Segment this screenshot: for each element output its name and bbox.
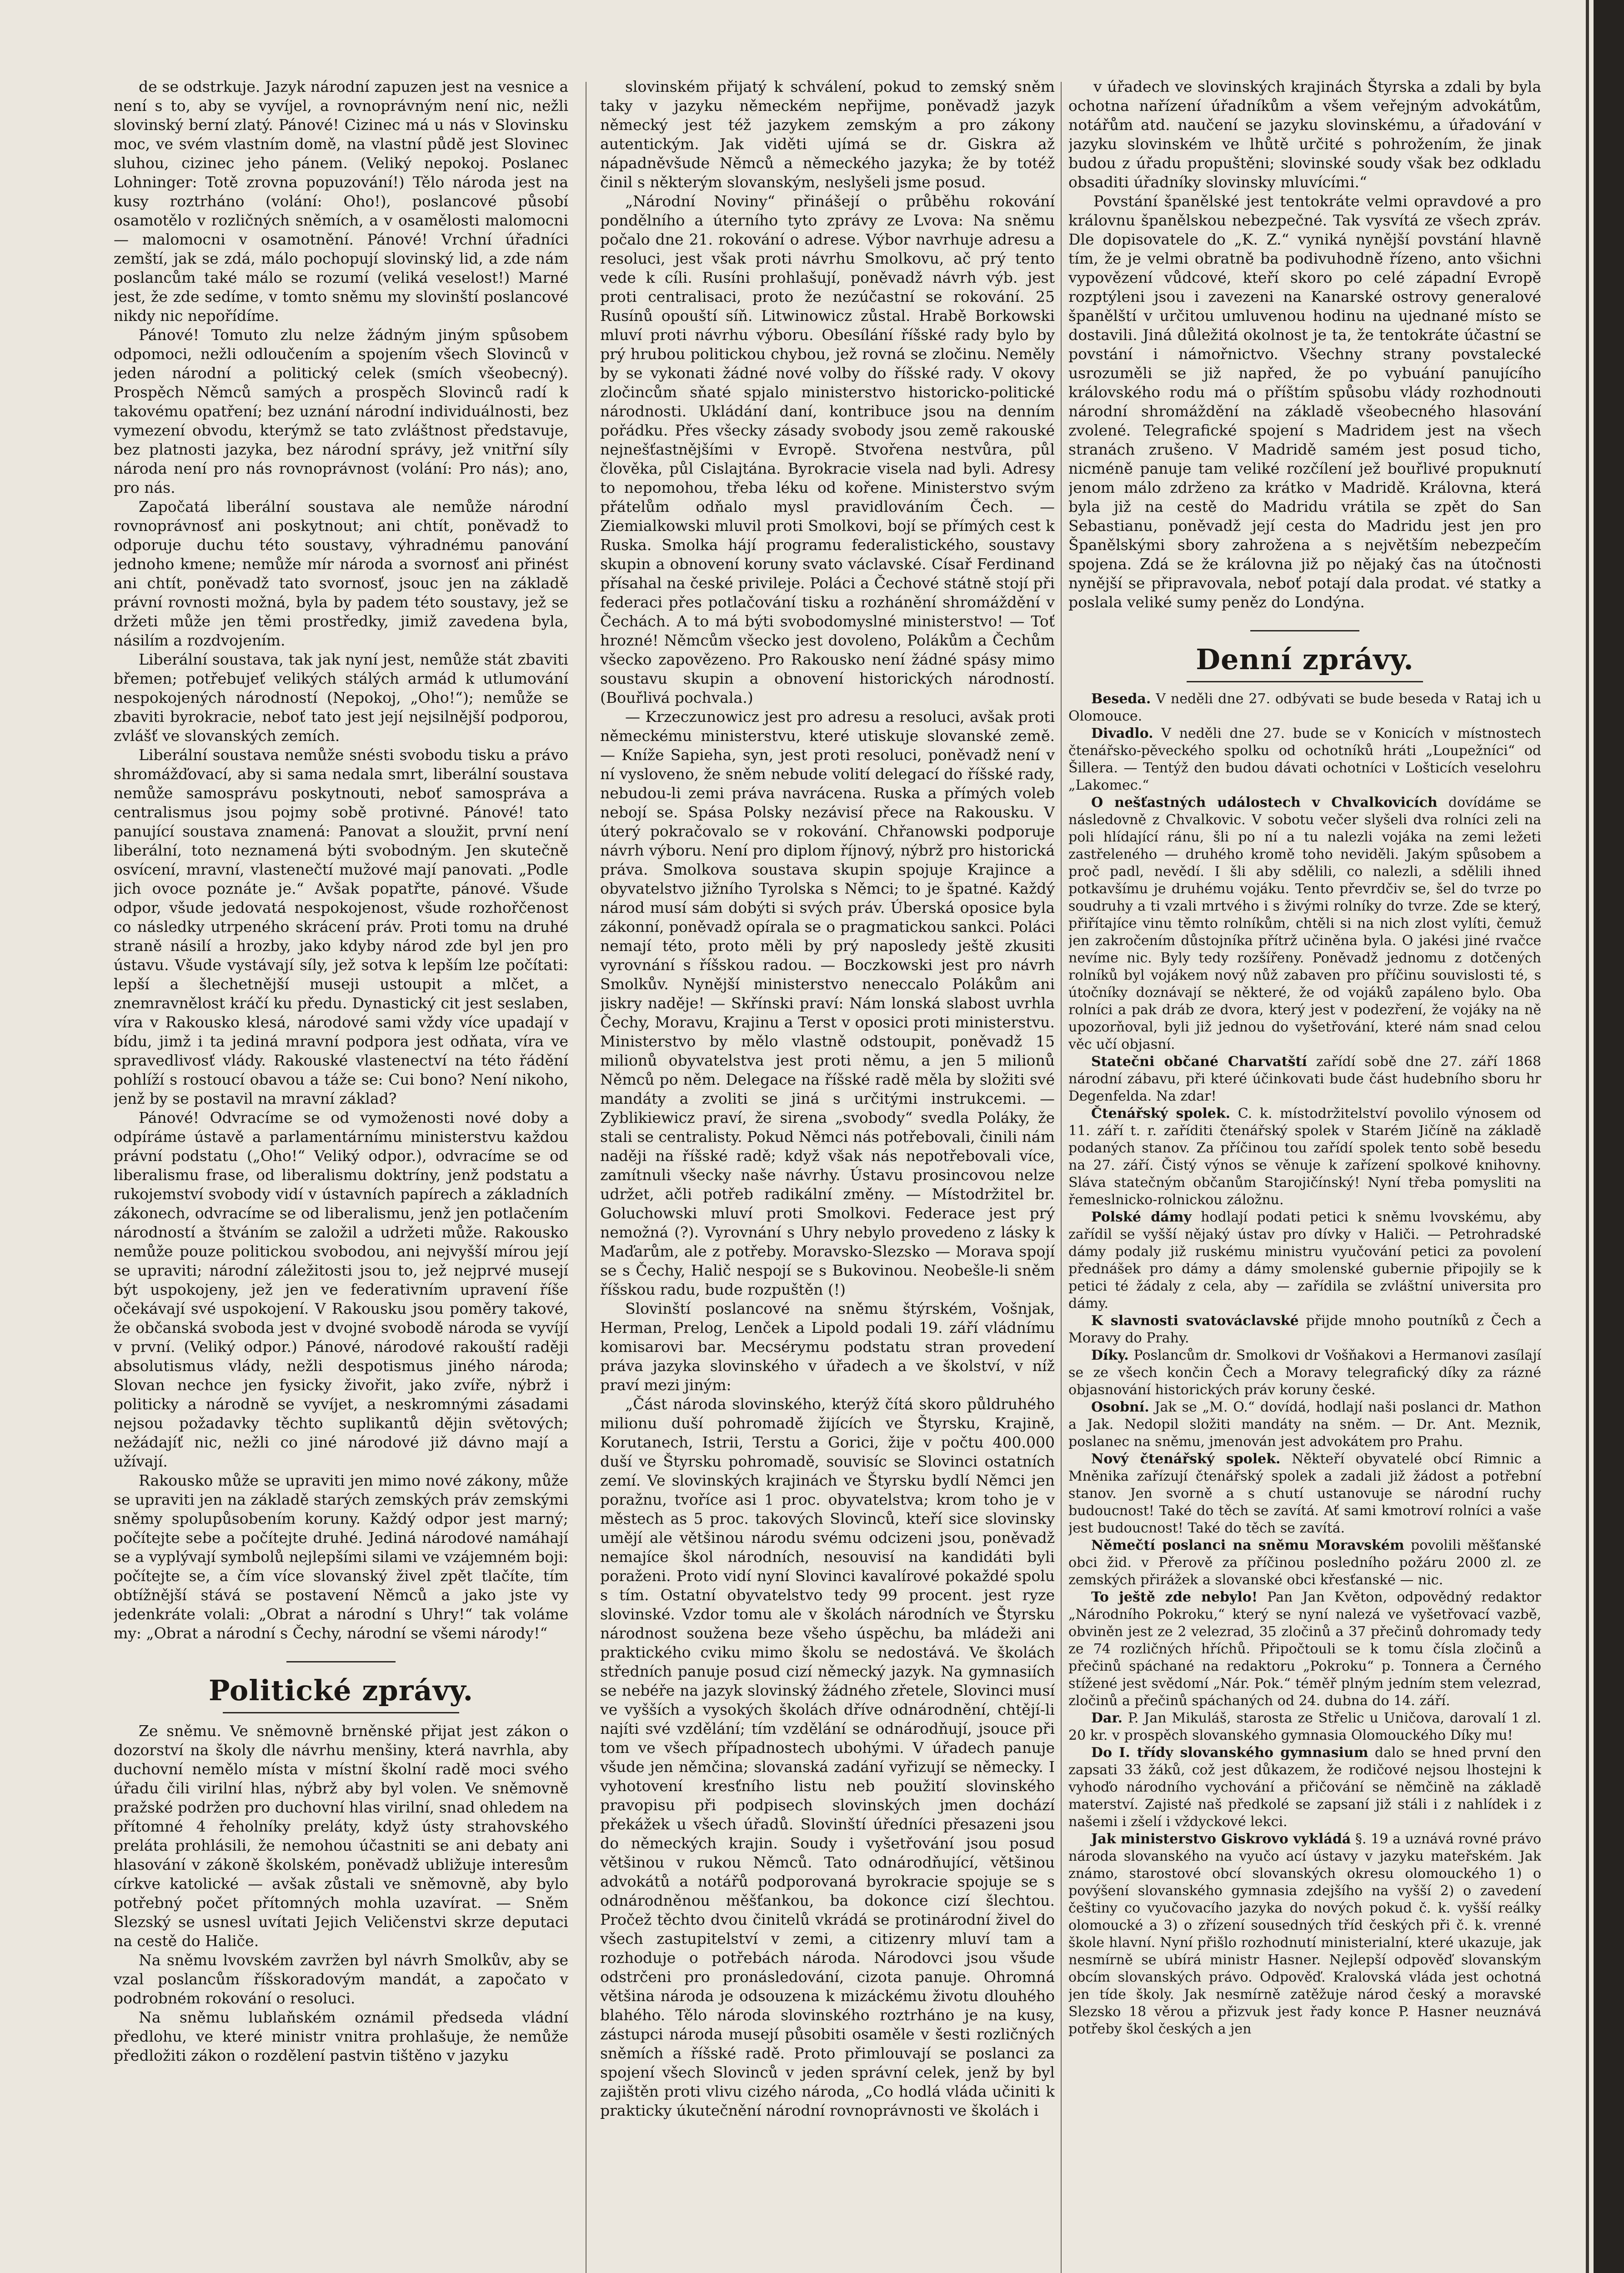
column-rule-2 — [1061, 82, 1062, 2273]
news-item-text: V neděli dne 27. bude se v Konicích v místnostech čtenářsko-pěveckého spolku od ochotníků hráti „Loupežníci“ od Šillera. — Tentýž den budou dávati ochotníci v Lošticích veselohru „Lakomec.“ — [1068, 726, 1541, 793]
news-item-head: Statečni občané Charvatští — [1091, 1054, 1307, 1070]
news-item-head: Osobní. — [1091, 1399, 1149, 1415]
column2-paragraph: Slovinští poslancové na sněmu štýrském, Vošnjak, Herman, Prelog, Lenček a Lipold podali 19. září vládnímu komisarovi bar. Mecsérymu podstatu stran provedení práva jazyka slovinského v úřadech a ve školství, v níž praví mezi jiným: — [600, 1300, 1055, 1394]
column-1 — [114, 77, 568, 2273]
page-dark-edge — [1594, 0, 1624, 2273]
news-list — [1068, 691, 1541, 2038]
column2-paragraph: slovinském přijatý k schválení, pokud to zemský sněm taky v jazyku německém nepřijme, poněvadž jazyk německý jest též jazykem zemským a pro zákony autentickým. Jak viděti ujímá se dr. Giskra až nápadněvšude Němců a německého jazyka; že by totéž činil s některým slovanským, neslyšeli jsme posud. — [600, 78, 1055, 191]
news-item-text: Někteří obyvatelé obcí Rimnic a Mněnika zařízují čtenářský spolek a zadali již žádost a potřební stanov. Jen svorně a s chutí ustanovuje se národní ruchy budoucnost! Také do těch se zavítá. Ať sami kmotroví rolníci a vaše jest budoucnost! Také do těch se zavítá. — [1068, 1451, 1541, 1536]
news-item-text: Jak se „M. O.“ dovídá, hodlají naši poslanci dr. Mathon a Jak. Nedopil složiti mandáty na sněm. — Dr. Ant. Meznik, poslanec na sněmu, jmenován jest advokátem pro Prahu. — [1068, 1399, 1541, 1450]
news-item-text: P. Jan Mikuláš, starosta ze Střelic u Uničova, darovalí 1 zl. 20 kr. v prospěch slovanského gymnasia Olomouckého Díky mu! — [1068, 1710, 1541, 1743]
politics-paragraph: Na sněmu lvovském zavržen byl návrh Smolkův, aby se vzal poslancům říšskoradovým mandát, a započato v podrobném rokování o resoluci. — [114, 1951, 568, 2007]
news-item — [1068, 1105, 1541, 1209]
news-item — [1068, 1589, 1541, 1710]
news-item — [1068, 1399, 1541, 1451]
politics-paragraph: Na sněmu lublaňském oznámil předseda vládní předlohu, ve které ministr vnitra prohlašuje, že nemůže předložiti zákon o rozdělení pastvin tištěno v jazyku — [114, 2008, 568, 2064]
section-title-underline — [223, 1712, 459, 1713]
column1-paragraph: Započatá liberální soustava ale nemůže národní rovnoprávnosť ani poskytnout; ani chtít, poněvadž to odporuje duchu této soustavy, výhradnému panování jednoho kmene; nemůže mír národa a svornosť ani přinést ani chtít, poněvadž tato svornosť, jsouc jen na základě právní rovnosti možná, byla by padem této soustavy, jež se držeti může jen těmi prostředky, jimiž zavedena byla, násilím a rozdvojením. — [114, 498, 568, 649]
news-item-head: Polské dámy — [1091, 1209, 1192, 1225]
news-item-head: Němečtí poslanci na sněmu Moravském — [1091, 1537, 1404, 1553]
section-divider — [1068, 620, 1541, 639]
news-item-head: Čtenářský spolek. — [1091, 1106, 1231, 1121]
section-title-text: Denní zprávy. — [1196, 643, 1414, 676]
news-item — [1068, 1451, 1541, 1537]
news-item-head: To ještě zde nebylo! — [1091, 1589, 1258, 1605]
column-2 — [600, 77, 1055, 2273]
column1-paragraph: Rakousko může se upraviti jen mimo nové zákony, může se upraviti jen na základě starých zemských práv zemskými sněmy spolupůsobením koruny. Každý odpor jest marný; počítejte sebe a počítejte druhé. Jediná národové namáhají se a vyplývají symbolů nejlepšími silami ve vzájemném boji: počítejte se, a čím více slovanský živel zpět tlačíte, tím obtížnější stává se postavení Němců a jako jste vy jedenkráte volali: „Obrat a národní s Uhry!“ tak voláme my: „Obrat a národní s Čechy, národní se všemi národy!“ — [114, 1472, 568, 1642]
page-fold-shadow — [1586, 0, 1589, 2273]
column1-paragraph: Pánové! Odvracíme se od vymoženosti nové doby a odpíráme ústavě a parlamentárnímu ministerstvu každou právní podstatu („Oho!“ Veliký odpor.), odvracíme se od liberalismu frase, od liberalismu doktríny, jenž podstatu a rukojemství svobody vidí v ústavních papírech a základních zákonech, odvracíme se od liberalismu, jenž jen potlačením národností a štváním se založil a udržeti může. Rakousko nemůže pouze politickou svobodou, ani nejvyšší mírou její se upraviti; národní záležitosti jsou to, jež nejprvé musejí být uspokojeny, jež jen ve federativním upravení říše očekávají své uspokojení. V Rakousku jsou poměry takové, že občanská svoboda jest v dvojné svobodě národa se vyvíjí v první. (Veliký odpor.) Pánové, národové rakouští raději absolutismus vlády, nežli despotismus jiného národa; Slovan nechce jen fysicky živořit, jako zvíře, nýbrž i politicky a národně se vyvíjet, a neskromnými zásadami nejsou požadavky těchto suplikantů dějin světových; nežádajíť nic, nežli co jiné národové již dávno mají a užívají. — [114, 1109, 568, 1470]
column2-paragraph: „Národní Noviny“ přinášejí o průběhu rokování pondělního a úterního tyto zprávy ze Lvova: Na sněmu počalo dne 21. rokování o adrese. Výbor navrhuje adresu a resoluci, jest však proti návrhu Smolkovu, ač prý tento vede k cíli. Rusíni prohlašují, poněvadž návrh výb. jest proti centralisaci, proto že nezúčastní se rokování. 25 Rusínů opouští síň. Litwinowicz zůstal. Hrabě Borkowski mluví proti návrhu výboru. Obesílání říšské rady bylo by prý hrubou politickou chybou, jež rovná se zločinu. Neměly by se vykonati žádné nové volby do říšské rady. V okovy zločincům sňaté spjalo ministerstvo historicko-politické národnosti. Ukládání daní, kontribuce jsou na denním pořádku. Přes všecky zásady svobody jsou země rakouské nejnešťastnějšími v Evropě. Stvořena nestvůra, půl člověka, půl Cislajtána. Byrokracie visela nad byli. Adresy to nepomohou, třeba léku od kořene. Ministerstvo svým přátelům odňalo mysl pravidlováním Čech. — Ziemialkowski mluvil proti Smolkovi, bojí se přímých cest k Ruska. Smolka hájí programu federalistického, soustavy skupin a obnovení koruny svato václavské. Císař Ferdinand přísahal na české privileje. Poláci a Čechové státně stojí při federaci přes potlačování tisku a rozhánění shromáždění v Čechách. A to má býti svobodomyslné ministerstvo! — Toť hrozné! Němcům všecko jest dovoleno, Polákům a Čechům všecko zapovězeno. Pro Rakousko není žádné spásy mimo soustavu skupin a obnovení historických národností. (Bouřlivá pochvala.) — [600, 192, 1055, 706]
news-item-head: Dar. — [1091, 1710, 1123, 1726]
news-item-head: K slavnosti svatováclavské — [1091, 1313, 1299, 1329]
news-item — [1068, 1312, 1541, 1347]
column1-paragraph: Pánové! Tomuto zlu nelze žádným jiným spůsobem odpomoci, nežli odloučením a spojením všech Slovinců v jeden národní a politický celek (smích všeobecný). Prospěch Němců samých a prospěch Slovinců radí k takovému opatření; bez uznání národní individuálnosti, bez vymezení obvodu, kterýmž se tato zvláštnost představuje, bez platnosti jazyka, bez národní správy, jež vnitřní síly národa není pro nás rovnoprávnost (volání: Pro nás); ano, pro nás. — [114, 326, 568, 496]
news-item-text: hodlají podati petici k sněmu lvovskému, aby zařídil se vyšší nějaký ústav pro dívky v Haliči. — Petrohradské dámy podaly již ruskému ministru vyučování petici za povolení přednášek pro dámy a dámy smolenské gubernie připojily se k petici té žádaly z cela, aby — zařídila se zvláštní universita pro dámy. — [1068, 1209, 1541, 1312]
news-item-head: Divadlo. — [1091, 726, 1153, 741]
column1-paragraph: Liberální soustava nemůže snésti svobodu tisku a právo shromážďovací, aby si sama nedala smrt, liberální soustava nemůže samosprávu poskytnouti, neboť samospráva a centralismus jsou pojmy sobě protivné. Pánové! tato panující soustava znamená: Panovat a sloužit, první není liberální, toto neznamená býti svobodným. Jen skutečně osvícení, mravní, vlastenečtí mužové mají panovati. „Podle jich ovoce poznáte je.“ Avšak popatřte, pánové. Všude odpor, všude jedovatá nespokojenost, všude rozhořčenost co následky utrpeného skrácení práv. Proti tomu na druhé straně násilí a hrozby, jako kdyby národ zde byl jen pro ústavu. Všude vystávají síly, jež sotva k lepším lze počítati: lepší a šlechetnější museji ustoupit a mlčet, a znemravnělost kráčí ku předu. Dynastický cit jest seslaben, víra v Rakousko klesá, národové sami vždy více upadají v bídu, jimž i ta jediná mravní podpora jest odňata, víra ve spravedlivosť vlády. Rakouské vlastenectví na této řádění pohlíží s rostoucí obavou a táže se: Cui bono? Není nikoho, jenž by se postavil na mravní základ? — [114, 746, 568, 1107]
news-item-head: Díky. — [1091, 1347, 1129, 1363]
column3-paragraph: v úřadech ve slovinských krajinách Štyrska a zdali by byla ochotna nařízení úřadníkům a všem veřejným advokátům, notářům atd. naučení se jazyku slovinskému, a úřadování v jazyku slovinském ve lhůtě určité s pohrožením, že jinak budou z úřadu propuštěni; slovinské soudy však bez odkladu obsaditi úřadníky slovinsky mluvícími.“ — [1068, 78, 1541, 191]
news-item-text: dovídáme se následovně z Chvalkovic. V sobotu večer slyšeli dva rolníci zeli na poli hlídající ránu, šli po ní a tu nalezli vojáka na zemi ležeti zastřeleného — druhého kromě toho neviděli. Jakým spůsobem a proč padl, nevědí. I šli aby sdělili, co nalezli, a sdělili ihned potkavšímu je druhému vojáku. Tento převrdčiv se, šel do tvrze po soudruhy a ti vzali mrtvého i s živými rolníky do tvrze. Zde se který, přiřítajíce vinu těmto rolníkům, chtěli si na nich zlost vylíti, čemuž jen zakročením důstojníka přítrž učiněna byla. O jakési jiné rvačce nevíme nic. Byly tedy rozšířeny. Poněvadž jednomu z dotčených rolníků byl vojákem nový nůž zabaven pro příčinu souvislosti té, s útočníky doznávají se některé, že od vojáků zapáleno bylo. Oba rolníci a pak dráb ze dvora, který jest v podezření, že vojáky na ně upozorňoval, byli již jednou do vyšetřování, které nám snad celou věc učí objasní. — [1068, 795, 1541, 1052]
column2-paragraph: „Část národa slovinského, kterýž čítá skoro půldruhého milionu duší pohromadě žijících ve Štyrsku, Krajině, Korutanech, Istrii, Terstu a Gorici, žije v počtu 400.000 duší ve Štyrsku pohromadě, souvisíc se Slovinci ostatních zemí. Ve slovinských krajinách ve Štyrsku bydlí Němci jen poražnu, tvoříce asi 1 proc. obyvatelstva; krom toho je v městech as 5 proc. takových Slovinců, kteří sice slovinsky umějí ale většinou národu svému odcizeni jsou, poněvadž nemajíce škol národních, nesouvisí na kandidáti byli poraženi. Proto vidí nyní Slovinci kavalírové pokaždé spolu s tím. Ostatní obyvatelstvo tedy 99 procent. jest ryze slovinské. Vzdor tomu ale v školách národních ve Štyrsku národnost soužena beze všeho úspěchu, ba mládeži ani praktického cviku mimo školu se nedostává. Ve školách středních panuje posud cizí německý jazyk. Na gymnasiích se nebéře na jazyk slovinský žádného zřetele, Slovinci musí ve vyšších a vysokých školách dříve odnárodnění, chtějí-li najíti své vzdělání; tím vzdělání se odnárodňují, jsouce při tom ve všech případnostech ubohými. V úřadech panuje všude jen němčina; slovanská zadání vyřizují se německy. I vyhotovení kresťního listu neb použití slovinského pravopisu při podpisech slovinských jmen dochází překážek u všech úřadů. Slovinští úředníci přesazeni jsou do německých krajin. Soudy i vyšetřování jsou posud většinou v rukou Němců. Tato odnárodňující, většinou advokátů a notářů podporovaná byrokracie spojuje se s odnárodněnou měšťankou, ba dokonce cizí šlechtou. Pročež těchto dvou činitelů vkrádá se protinárodní živel do všech zastupitelství v zemi, a citizenry mluví tam a rozhoduje o potřebách národa. Národovci jsou všude odstrčeni pro pronásledování, cizota panuje. Ohromná většina národa je odsouzena k mizáckému životu dlouhého blahého. Tělo národa slovinského roztrháno je na kusy, zástupci národa musejí působiti osaměle v šesti rozličných sněmích a říšské radě. Proto přimlouvají se poslanci za spojení všech Slovinců v jeden správní celek, jenž by byl zajištěn proti vlivu cizého národa, „Co hodlá vláda učiniti k prakticky úkutečnění národní rovnoprávnosti ve školách i — [600, 1395, 1055, 2119]
column1-paragraph: Liberální soustava, tak jak nyní jest, nemůže stát zbaviti břemen; potřebujeť velikých stálých armád k utlumování nespokojených národností (Nepokoj, „Oho!“); nemůže se zbaviti byrokracie, neboť tato jest její nejsilnější podporou, zvlášť ve slovanských zemích. — [114, 651, 568, 745]
news-item-head: Nový čtenářský spolek. — [1091, 1451, 1281, 1467]
news-item-text: povolili měšťanské obci žid. v Přerově za příčinou posledního požáru 2000 zl. ze zemských přirážek a slovanské obci křesťanské — nic. — [1068, 1537, 1541, 1588]
news-item-head: Jak ministerstvo Giskrovo vykládá — [1091, 1831, 1351, 1847]
news-item-text: C. k. místodržitelství povolilo výnosem od 11. září t. r. zaříditi čtenářský spolek v Starém Jičíně na základě podaných stanov. Za příčinou tou zařídí spolek tento sobě besedu na 27. září. Čistý výnos se věnuje k zařízení spolkové knihovny. Sláva statečným občanům Starojičínský! Nyní třeba pomysliti na řemeslnicko-rolnickou záložnu. — [1068, 1106, 1541, 1208]
news-item — [1068, 691, 1541, 725]
section-divider — [114, 1651, 568, 1670]
column-3 — [1068, 77, 1541, 2273]
column2-paragraph: — Krzeczunowicz jest pro adresu a resoluci, avšak proti německému ministerstvu, které utiskuje slovanské země. — Kníže Sapieha, syn, jest proti resoluci, poněvadž není v ní vysloveno, že sněm nebude volití delegací do říšské rady, nebudou-li zemi práva navrácena. Ruska a přímých voleb nebojí se. Spása Polsky nezávisí přece na Rakousku. V úterý pokračovalo se v rokování. Chřanowski podporuje návrh výboru. Není pro diplom říjnový, nýbrž pro historická práva. Smolkova soustava skupin spojuje Krajince a obyvatelstvo jižního Tyrolska s Němci; to je špatné. Každý národ musí sám dobýti si svých práv. Úberská oposice byla zákonní, poněvadž opírala se o pragmatickou sankci. Poláci nemají této, proto měli by prý naposledy ještě zkusiti vyrovnání s říšskou radou. — Boczkowski jest pro návrh Smolkův. Nynější ministerstvo neneccalo Polákům ani jiskry naděje! — Skřínski praví: Nám lonská slabost uvrhla Čechy, Moravu, Krajinu a Terst v oposici proti ministerstvu. Ministerstvo by mělo vlastně odstoupit, poněvadž 15 milionů obyvatelstva jest proti němu, a jen 5 milionů Němců po něm. Delegace na říšské radě měla by složiti své mandáty a zvoliti se jiná s určitými instrukcemi. — Zyblikiewicz praví, že sirena „svobody“ svedla Poláky, že stali se centralisty. Pokud Němci nás potřebovali, činili nám naději na říšské radě; když však nás nepotřebovali více, zamítnuli všecky naše návrhy. Ústavu prosincovou nelze udržet, ačli potřeb radikální změny. — Místodržitel br. Goluchowski mluví proti Smolkovi. Federace jest prý nemožná (?). Vyrovnání s Uhry nebylo provedeno z lásky k Maďarům, ale z potřeby. Moravsko-Slezsko — Morava spojí se s Čechy, Halič nespojí se s Bukovinou. Neobešle-li sněm říšskou radu, bude rozpuštěn (!) — [600, 708, 1055, 1298]
news-item — [1068, 1347, 1541, 1399]
news-item-text: dalo se hned první den zapsati 33 žáků, což jest důkazem, že rodičové nejsou lhostejni k vyhoďo národního vychování a přičování se němčině na základě materství. Zajisté naš předkolé se zapsaní již stáli i z nahlídek i z našemi i zšelí i vždyckové lekci. — [1068, 1745, 1541, 1830]
news-item — [1068, 1537, 1541, 1589]
section-title-text: Politické zprávy. — [208, 1674, 474, 1707]
news-item — [1068, 725, 1541, 794]
news-item-head: O nešťastných událostech v Chvalkovicích — [1091, 795, 1438, 811]
news-item-text: §. 19 a uznává rovné právo národa slovanského na vyučo ací ústavy v jazyku mateřském. Jak známo, starostové obcí slovanských okresu olomouckého 1) o povýšení slovanského gymnasia zdejšího na vyšší 2) o zavedení češtiny co vyučovacího jazyka do nových pokud č. k. vyšší reálky olomoucké a 3) o zřízení sousedných tříd českých při č. k. vrenné škole hlavní. Nyní přišlo rozhodnutí ministerialní, které ukazuje, jak nesmírně se ubírá ministr Hasner. Nejlepší odpověď slovanským obcím slovanských právo. Odpověď. Kralovská vláda jest ochotná jen tíde školy. Jak nesmírně zatěžuje národ český a moravské Slezsko 18 věrou a přizvuk jest řady konce P. Hasner neuznává potřeby škol českých a jen — [1068, 1831, 1541, 2037]
section-title-underline — [1187, 681, 1423, 682]
news-item — [1068, 1053, 1541, 1105]
news-item-text: Pan Jan Květon, odpovědný redaktor „Národního Pokroku,“ který se nyní nalezá ve vyšetřovací vazbě, obviněn jest ze 2 velezrad, 35 zločinů a 37 přečinů dohromady tedy ze 74 rozličných hříchů. Připočtouli se k tomu čísla zločinů a přečinů spáchané na redaktoru „Pokroku“ p. Tonnera a Černého stížené jest svědomí „Nár. Pok.“ téměř plným jedním stem velezrad, zločinů a přečinů spáchaných od 24. dubna do 14. září. — [1068, 1589, 1541, 1709]
news-item-text: V neděli dne 27. odbývati se bude beseda v Rataj ich u Olomouce. — [1068, 691, 1541, 724]
news-item-text: přijde mnoho poutníků z Čech a Moravy do Prahy. — [1068, 1313, 1541, 1346]
news-item — [1068, 794, 1541, 1053]
news-item-head: Beseda. — [1091, 691, 1151, 707]
news-item — [1068, 1831, 1541, 2038]
news-item-text: Poslancům dr. Smolkovi dr Vošňakovi a Hermanovi zasílají se ze všech končin Čech a Moravy telegrafický díky za rázné objasnování historických práv koruny české. — [1068, 1347, 1541, 1398]
news-item-head: Do I. třídy slovanského gymnasium — [1091, 1745, 1368, 1761]
news-item-text: zařídí sobě dne 27. září 1868 národní zábavu, při které účinkovati bude část hudebního sboru hr Degenfelda. Na zdar! — [1068, 1054, 1541, 1104]
news-item — [1068, 1710, 1541, 1744]
section-title-politicke-zpravy — [114, 1673, 568, 1713]
column3-paragraph: Povstání španělské jest tentokráte velmi opravdové a pro královnu španělskou nebezpečné. Tak vysvítá ze všech zpráv. Dle dopisovatele do „K. Z.“ vyniká nynější povstání hlavně tím, že je velmi obratně ba podivuhodně řízeno, anto všichni vypovězení vůdcové, kteří skoro po celé západní Evropě rozptýleni jsou i zavezeni na Kanarské ostrovy generalové španělští v určitou umluvenou hodinu na ujednané místo se dostavili. Jiná důležitá okolnost je ta, že tentokráte účastní se povstání i námořnictvo. Všechny strany povstalecké usrozuměli se již napřed, že po vybuání panujícího královského rodu má o příštím spůsobu vlády rozhodnouti národní shromáždění na základě všeobecného hlasování zvolené. Telegrafické spojení s Madridem jest na všech stranách zrušeno. V Madridě samém jest posud ticho, nicméně panuje tam veliké rozčílení jež bouřlivé propuknutí jenom málo zdrženo za krátko v Madridě. Královna, která byla již na cestě do Madridu vrátila se zpět do San Sebastianu, poněvadž její cesta do Madridu jest jen pro Španělskými sbory zahrožena a s největším nebezpečím spojena. Zdá se že královna již po nějaký čas na útočnosti nynější se připravovala, neboť potají dala prodat. vé statky a poslala veliké sumy peněz do Londýna. — [1068, 192, 1541, 611]
section-title-denni-zpravy — [1068, 642, 1541, 682]
column1-paragraph: de se odstrkuje. Jazyk národní zapuzen jest na vesnice a není s to, aby se vyvíjel, a rovnoprávným není nic, nežli slovinský berní zlatý. Pánové! Cizinec má u nás v Slovinsku moc, ve svém vlastním domě, na vlastní půdě jest Slovinec sluhou, cizinec jeho pánem. (Veliký nepokoj. Poslanec Lohninger: Totě zrovna popuzování!) Tělo národa jest na kusy roztrháno (volání: Oho!), poslancové působí osamotělo v rozličných sněmích, a v osamělosti malomocni — malomocni v osamotnění. Pánové! Vrchní úřadníci zemští, jak se zdá, málo pochopují slovinský lid, a zde nám poslancům také málo se rozumí (veliká veselost!) Marné jest, že zde sedíme, v tomto sněmu my slovinští poslancové nikdy nic nepořídíme. — [114, 78, 568, 325]
news-item — [1068, 1744, 1541, 1831]
politics-paragraph: Ze sněmu. Ve sněmovně brněnské přijat jest zákon o dozorství na školy dle návrhu menšiny, která navrhla, aby duchovní nemělo místa v místní školní radě moci svého úřadu čili virilní hlas, nýbrž aby byl volen. Ve sněmovně pražské podržen pro duchovní hlas virilní, snad ohledem na přítomné 4 řeholníky preláty, když ústy strahovského preláta prohlásili, že nemohou účastniti se ani debaty ani hlasování v zákoně školském, poněvadž ubližuje interesům církve katolické — avšak zůstali ve sněmovně, aby bylo potřebný počet přítomných mohla uzavírat. — Sněm Slezský se usnesl uvítati Jejich Veličenstvi skrze deputaci na cestě do Haliče. — [114, 1722, 568, 1950]
news-item — [1068, 1209, 1541, 1312]
